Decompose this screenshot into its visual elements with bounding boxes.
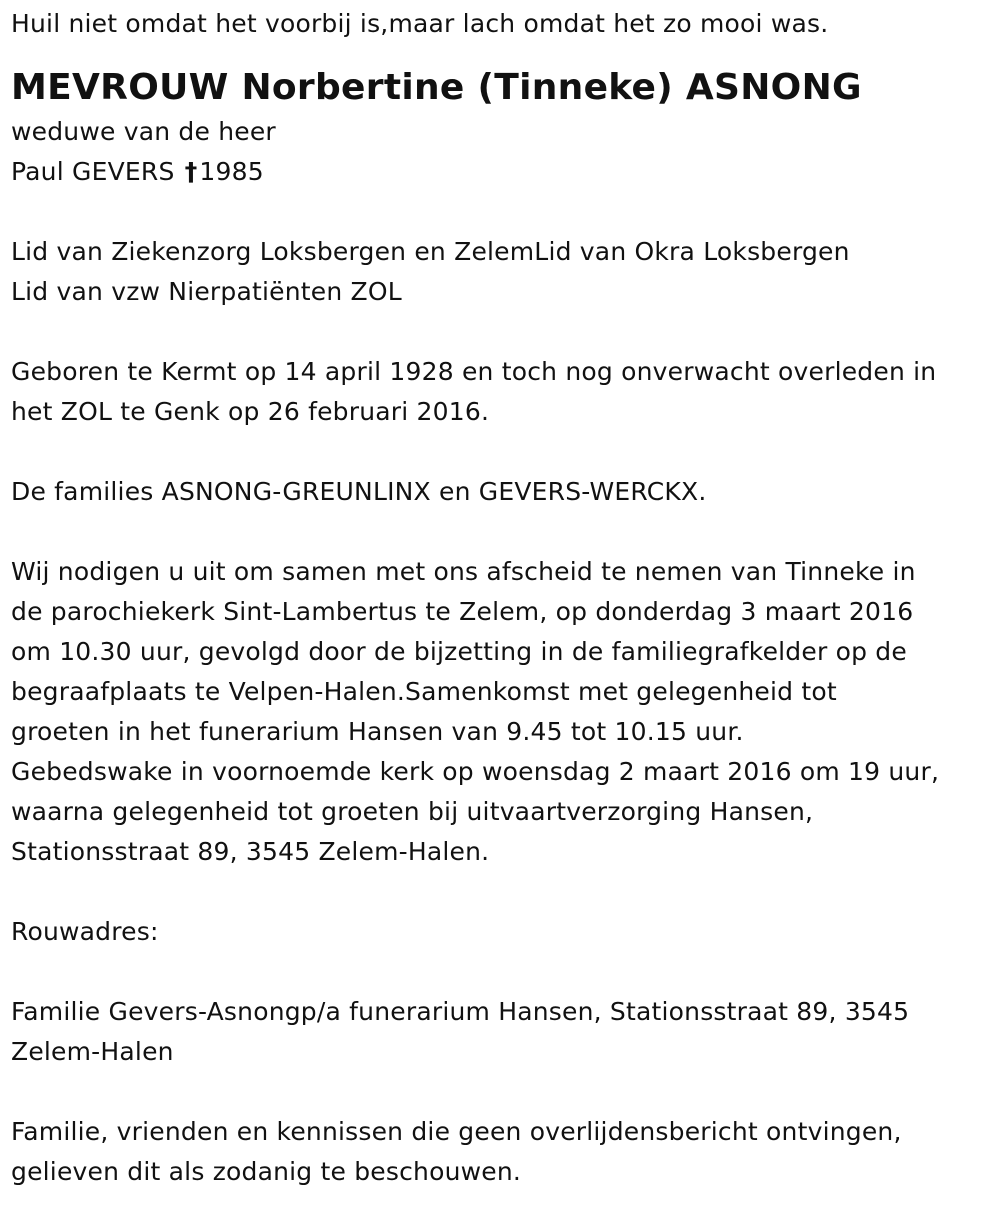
birth-death-line: Geboren te Kermt op 14 april 1928 en toch nog onverwacht overleden in [11, 357, 937, 386]
closing-line: gelieven dit als zodanig te beschouwen. [11, 1157, 522, 1186]
birth-death-line: het ZOL te Genk op 26 februari 2016. [11, 397, 490, 426]
mourning-address-label: Rouwadres: [11, 917, 159, 946]
membership-line: Lid van Ziekenzorg Loksbergen en ZelemLid van Okra Loksbergen [11, 237, 850, 266]
widow-line: weduwe van de heer [11, 117, 276, 146]
ceremony-line: om 10.30 uur, gevolgd door de bijzetting in de familiegrafkelder op de [11, 637, 907, 666]
death-notice [11, 4, 991, 1192]
mourning-address-line: Zelem-Halen [11, 1037, 174, 1066]
spacer [11, 952, 991, 992]
spacer [11, 872, 991, 912]
ceremony-line: Wij nodigen u uit om samen met ons afscheid te nemen van Tinneke in [11, 557, 916, 586]
spacer [11, 1072, 991, 1112]
ceremony-line: Gebedswake in voornoemde kerk op woensdag 2 maart 2016 om 19 uur, [11, 757, 940, 786]
membership-line: Lid van vzw Nierpatiënten ZOL [11, 277, 402, 306]
spacer [11, 432, 991, 472]
spouse-name: Paul GEVERS [11, 157, 175, 186]
ceremony-line: begraafplaats te Velpen-Halen.Samenkomst met gelegenheid tot [11, 677, 837, 706]
closing-line: Familie, vrienden en kennissen die geen overlijdensbericht ontvingen, [11, 1117, 902, 1146]
quote-text: Huil niet omdat het voorbij is,maar lach omdat het zo mooi was. [11, 9, 829, 38]
deceased-name: MEVROUW Norbertine (Tinneke) ASNONG [11, 67, 862, 108]
ceremony-line: Stationsstraat 89, 3545 Zelem-Halen. [11, 837, 490, 866]
spacer [11, 312, 991, 352]
spacer [11, 512, 991, 552]
ceremony-line: waarna gelegenheid tot groeten bij uitvaartverzorging Hansen, [11, 797, 814, 826]
ceremony-line: de parochiekerk Sint-Lambertus te Zelem, op donderdag 3 maart 2016 [11, 597, 914, 626]
spacer [11, 192, 991, 232]
ceremony-line: groeten in het funerarium Hansen van 9.45 tot 10.15 uur. [11, 717, 744, 746]
spouse-line [11, 152, 991, 192]
mourning-address-line: Familie Gevers-Asnongp/a funerarium Hansen, Stationsstraat 89, 3545 [11, 997, 910, 1026]
spouse-year: 1985 [199, 157, 264, 186]
cross-icon: † [184, 157, 198, 186]
families-line: De families ASNONG-GREUNLINX en GEVERS-WERCKX. [11, 477, 707, 506]
